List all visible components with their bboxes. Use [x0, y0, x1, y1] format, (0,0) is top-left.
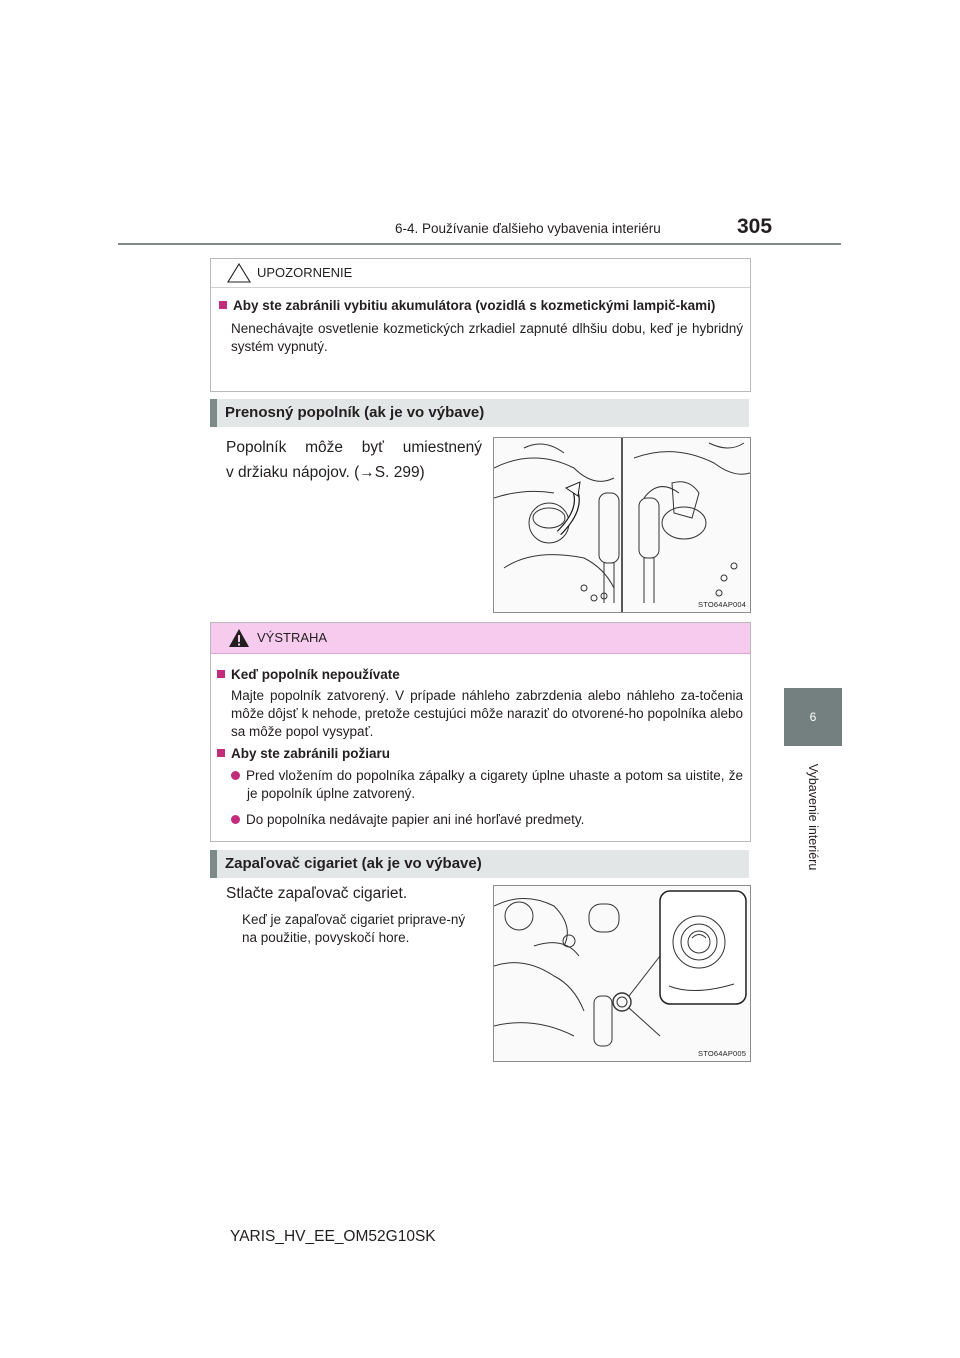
ashtray-text-line2: v držiaku nápojov. (→S. 299) [226, 464, 425, 481]
caution-icon [227, 263, 251, 283]
lighter-instruction: Stlačte zapaľovač cigariet. [226, 885, 408, 902]
header-rule [118, 243, 841, 245]
warning-item2-bullet2: Do popolníka nedávajte papier ani iné horľavé predmety. [217, 811, 743, 829]
round-bullet-icon [231, 771, 240, 780]
chapter-tab [784, 688, 842, 746]
section-heading-ashtray: Prenosný popolník (ak je vo výbave) [210, 399, 749, 427]
warning-item2-bullet1: Pred vložením do popolníka zápalky a cigarety úplne uhaste a potom sa uistite, že je popolník úplne zatvorený. [217, 767, 743, 803]
caution-item-title: Aby ste zabránili vybitiu akumulátora (vozidlá s kozmetickými lampič-kami) [219, 297, 743, 315]
figure-label-2: STO64AP005 [698, 1049, 747, 1058]
square-bullet-icon [217, 670, 225, 678]
ashtray-figure [493, 437, 751, 613]
warning-item1-text: Majte popolník zatvorený. V prípade náhleho zabrzdenia alebo náhleho za-točenia môže dôjsť k nehode, pretože cestujúci môže naraziť do otvorené-ho popolníka alebo sa môže popol vysypať. [231, 688, 743, 739]
warning-content [217, 666, 743, 829]
caution-item-text: Nenechávajte osvetlenie kozmetických zrkadiel zapnuté dlhšiu dobu, keď je hybridný systém vypnutý. [231, 321, 743, 354]
square-bullet-icon [219, 301, 227, 309]
lighter-note: Keď je zapaľovač cigariet priprave-ný na použitie, povyskočí hore. [242, 912, 466, 945]
page-number: 305 [737, 215, 773, 238]
warning-box [210, 622, 751, 842]
chapter-title: Vybavenie interiéru [806, 763, 820, 871]
figure-label-1: STO64AP004 [698, 600, 747, 609]
square-bullet-icon [217, 749, 225, 757]
ashtray-text-line1: Popolník môže byť umiestnený [226, 439, 482, 456]
section-heading-lighter: Zapaľovač cigariet (ak je vo výbave) [210, 850, 749, 878]
ashtray-text [226, 435, 482, 485]
round-bullet-icon [231, 815, 240, 824]
lighter-figure [493, 885, 751, 1062]
caution-label: UPOZORNENIE [257, 265, 353, 280]
warning-header [211, 623, 750, 654]
warning-icon [228, 628, 250, 648]
caution-box [210, 258, 751, 392]
warning-item2-title: Aby ste zabránili požiaru [217, 745, 743, 763]
caution-item [219, 297, 743, 356]
chapter-title-vertical [784, 750, 842, 900]
lighter-illustration [494, 886, 750, 1061]
chapter-number: 6 [809, 710, 817, 724]
warning-label: VÝSTRAHA [257, 630, 328, 645]
caution-header [211, 259, 750, 288]
section-title: 6-4. Používanie ďalšieho vybavenia interiéru [395, 221, 661, 236]
ashtray-illustration [494, 438, 750, 612]
lighter-text [226, 883, 482, 947]
warning-item1-title: Keď popolník nepoužívate [217, 666, 743, 684]
document-code: YARIS_HV_EE_OM52G10SK [230, 1228, 436, 1245]
